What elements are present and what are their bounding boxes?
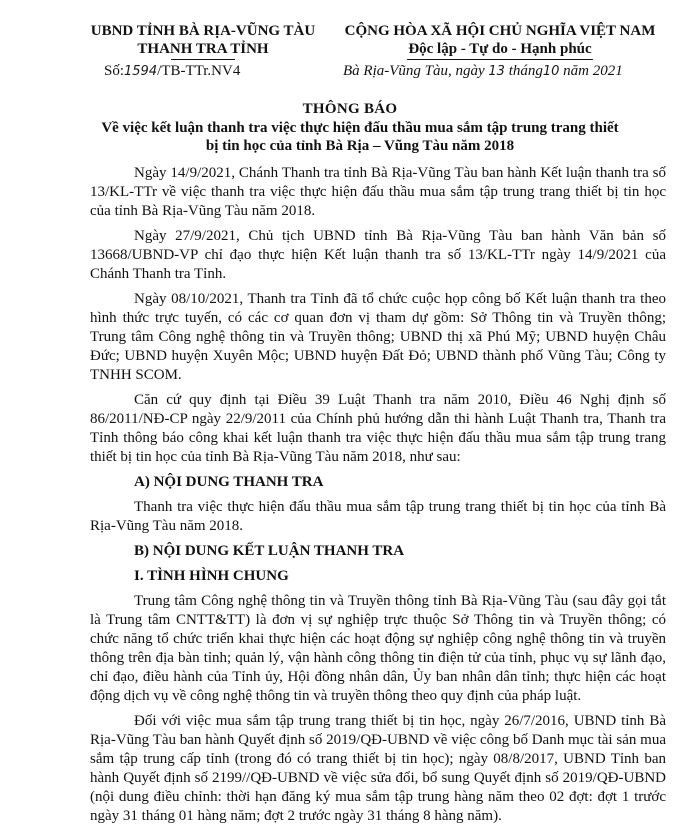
paragraph-2: Ngày 27/9/2021, Chủ tịch UBND tỉnh Bà Rịa-Vũng Tàu ban hành Văn bản số 13668/UBND-VP chỉ đạo thực hiện Kết luận thanh tra số 13/KL-TTr ngày 14/9/2021 của Chánh Thanh tra Tỉnh. — [90, 228, 666, 282]
paragraph-3: Ngày 08/10/2021, Thanh tra Tỉnh đã tổ chức cuộc họp công bố Kết luận thanh tra theo hình thức trực tuyến, có các cơ quan đơn vị tham dự gồm: Sở Thông tin và Truyền thông; Trung tâm Công nghệ thông tin và Truyền thông; UBND thị xã Phú Mỹ; UBND huyện Châu Đức; UBND huyện Xuyên Mộc; UBND huyện Đất Đỏ; UBND thành phố Vũng Tàu; Công ty TNHH SCOM. — [90, 291, 666, 383]
issuer-agency: THANH TRA TỈNH — [137, 41, 269, 57]
date-month: 10 — [542, 64, 560, 79]
paragraph-7: Đối với việc mua sắm tập trung trang thiết bị tin học, ngày 26/7/2016, UBND tỉnh Bà Rịa-Vũng Tàu ban hành Quyết định số 2019/QĐ-UBND về việc công bố Danh mục tài sản mua sắm tập trung cấp tỉnh (trong đó có trang thiết bị tin học); ngày 08/8/2017, UBND Tỉnh ban hành Quyết định số 2199//QĐ-UBND về việc sửa đổi, bổ sung Quyết định số 2019/QĐ-UBND (nội dung điều chỉnh: thời hạn đăng ký mua sắm tập trung hàng năm theo 02 đợt: đợt 1 trước ngày 31 tháng 01 hàng năm; đợt 2 trước ngày 31 tháng 8 hàng năm). — [90, 713, 666, 824]
paragraph-4: Căn cứ quy định tại Điều 39 Luật Thanh tra năm 2010, Điều 46 Nghị định số 86/2011/NĐ-CP ngày 22/9/2011 của Chính phủ hướng dẫn thi hành Luật Thanh tra, Thanh tra Tỉnh thông báo công khai kết luận thanh tra việc thực hiện đấu thầu mua sắm tập trung trang thiết bị tin học của tỉnh Bà Rịa-Vũng Tàu năm 2018, như sau: — [90, 392, 666, 465]
document-reference — [104, 62, 240, 81]
country-name: CỘNG HÒA XÃ HỘI CHỦ NGHĨA VIỆT NAM — [344, 23, 656, 39]
paragraph-6: Trung tâm Công nghệ thông tin và Truyền thông tỉnh Bà Rịa-Vũng Tàu (sau đây gọi tắt là Trung tâm CNTT&TT) là đơn vị sự nghiệp trực thuộc Sở Thông tin và Truyền thông; có chức năng tổ chức triển khai thực hiện các hoạt động sự nghiệp công nghệ thông tin và truyền thông trên địa bàn tỉnh; quản lý, vận hành công thông tin điện tử của tỉnh, phục vụ sự lãnh đạo, chỉ đạo, điều hành của Tỉnh ủy, Hội đồng nhân dân, Ủy ban nhân dân tỉnh; thực hiện các hoạt động dịch vụ về công nghệ thông tin và truyền thông theo quy định của pháp luật. — [90, 593, 666, 704]
issuer-underline — [171, 59, 235, 60]
month-label: tháng — [508, 63, 543, 79]
reference-number: 1594 — [124, 64, 158, 79]
national-motto: Độc lập - Tự do - Hạnh phúc — [408, 41, 592, 57]
issuer-province: UBND TỈNH BÀ RỊA-VŨNG TÀU — [90, 23, 316, 39]
paragraph-5: Thanh tra việc thực hiện đấu thầu mua sắm tập trung trang thiết bị tin học của tỉnh Bà Rịa-Vũng Tàu năm 2018. — [90, 499, 666, 534]
document-subtitle: Về việc kết luận thanh tra việc thực hiện đấu thầu mua sắm tập trung trang thiết bị tin học của tỉnh Bà Rịa – Vũng Tàu năm 2018 — [101, 120, 619, 154]
paragraph-1: Ngày 14/9/2021, Chánh Thanh tra tỉnh Bà Rịa-Vũng Tàu ban hành Kết luận thanh tra số 13/KL-TTr về việc thanh tra việc thực hiện đấu thầu mua sắm tập trung trang thiết bị tin học của tỉnh Bà Rịa-Vũng Tàu năm 2018. — [90, 165, 666, 219]
document-title: THÔNG BÁO — [302, 101, 398, 117]
motto-underline — [407, 59, 593, 60]
section-b1-heading: I. TÌNH HÌNH CHUNG — [134, 568, 289, 584]
national-motto-block — [330, 22, 670, 60]
date-day: 13 — [488, 64, 505, 79]
issuer-block — [78, 22, 328, 60]
reference-suffix: /TB-TTr.NV4 — [157, 63, 241, 79]
section-a-heading: A) NỘI DUNG THANH TRA — [134, 474, 324, 490]
date-year: năm 2021 — [563, 63, 623, 79]
place-label: Bà Rịa-Vũng Tàu, ngày — [343, 63, 485, 79]
place-and-date — [343, 62, 623, 81]
reference-prefix: Số: — [104, 63, 125, 79]
section-b-heading: B) NỘI DUNG KẾT LUẬN THANH TRA — [134, 543, 405, 559]
document-body — [90, 164, 666, 832]
